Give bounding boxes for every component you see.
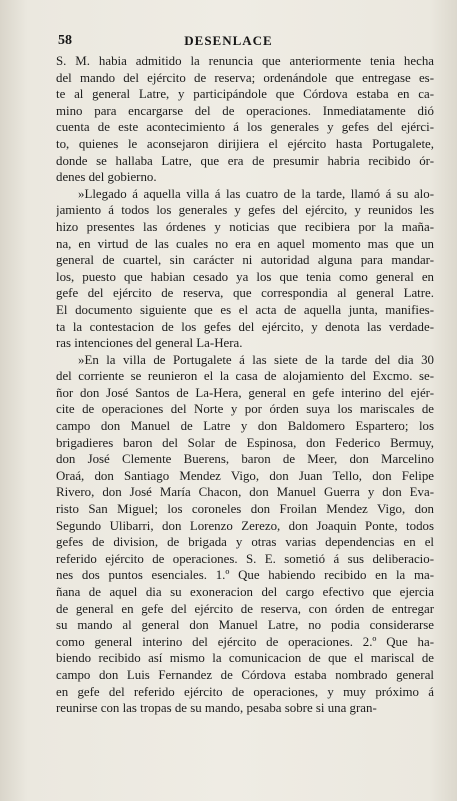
text-line: de general en gefe del ejército de reserva, con órden de entregar xyxy=(56,601,434,616)
text-line: »Llegado á aquella villa á las cuatro de la tarde, llamó á su alo- xyxy=(78,186,434,201)
text-line: Rivero, don José María Chacon, don Manuel Guerra y don Eva- xyxy=(56,485,434,500)
text-line: reunirse con las tropas de su mando, pesaba sobre si una gran- xyxy=(56,701,377,716)
text-line: ñor don José Santos de La-Hera, general en gefe interino del ejér- xyxy=(56,385,434,400)
text-line: S. M. habia admitido la renuncia que anteriormente tenia hecha xyxy=(56,54,434,68)
text-line: Segundo Ulibarri, don Lorenzo Zerezo, don Joaquin Ponte, todos xyxy=(56,518,434,533)
text-line: general de cuartel, sin carácter ni autoridad alguna para mandar- xyxy=(56,253,434,268)
text-line: como general interino del ejército de operaciones. 2.º Que ha- xyxy=(56,634,434,649)
text-line: su mando al general don Manuel Latre, no podia considerarse xyxy=(56,618,434,633)
text-line: ta la contestacion de los gefes del ejército, y denota las verdade- xyxy=(56,319,434,334)
text-line: en gefe del referido ejército de operaciones, y muy próximo á xyxy=(56,684,434,699)
text-line: mino para encargarse del de operaciones. Inmediatamente dió xyxy=(56,103,434,118)
paragraph xyxy=(56,352,434,717)
text-line: gefe del ejército de reserva, que correspondia al general Latre. xyxy=(56,286,434,301)
text-line: na, en virtud de las cuales no era en aquel momento mas que un xyxy=(56,236,434,251)
text-line: gefes de division, de brigada y otras varias dependencias en el xyxy=(56,535,434,550)
text-line: donde se hallaba Latre, que era de presumir habria recibido ór- xyxy=(56,153,434,168)
paragraph xyxy=(56,186,434,352)
text-line: del corriente se reunieron el la casa de alojamiento del Excmo. se- xyxy=(56,369,434,384)
paragraph xyxy=(56,53,434,186)
text-line: denes del gobierno. xyxy=(56,170,157,185)
text-line: campo don Manuel de Latre y don Baldomero Espartero; los xyxy=(56,419,434,434)
text-line: jamiento á todos los generales y gefes del ejército, y reunidos les xyxy=(56,203,434,218)
text-line: to, quienes le aconsejaron dirijiera el ejército hasta Portugalete, xyxy=(56,136,434,151)
text-line: cuenta de este acontecimiento á los generales y gefes del ejérci- xyxy=(56,120,434,135)
running-head: DESENLACE xyxy=(184,33,273,48)
text-line: brigadieres baron del Solar de Espinosa, don Federico Bermuy, xyxy=(56,435,434,450)
text-line: del mando del ejército de reserva; ordenándole que entregase es- xyxy=(56,70,434,85)
text-line: nes dos puntos esenciales. 1.º Que habiendo recibido en la ma- xyxy=(56,568,434,583)
text-line: cite de operaciones del Norte y por órden suya los mariscales de xyxy=(56,402,434,417)
text-line: risto San Miguel; los coroneles don Froilan Mendez Vigo, don xyxy=(56,502,434,517)
text-line: ras intenciones del general La-Hera. xyxy=(56,336,243,351)
text-line: campo don Luis Fernandez de Córdova estaba nombrado general xyxy=(56,667,434,682)
text-line: hizo presentes las órdenes y noticias que recibiera por la maña- xyxy=(56,219,434,234)
text-line: El documento siguiente que es el acta de aquella junta, manifies- xyxy=(56,302,434,317)
text-line: »En la villa de Portugalete á las siete de la tarde del dia 30 xyxy=(78,352,434,367)
text-line: Oraá, don Santiago Mendez Vigo, don Juan Tello, don Felipe xyxy=(56,468,434,483)
text-line: referido ejército de operaciones. S. E. sometió á sus deliberacio- xyxy=(56,551,434,566)
page-header xyxy=(0,33,457,49)
text-line: los, puesto que habian cesado ya los que tenia como general en xyxy=(56,269,434,284)
text-line: don José Clemente Buerens, baron de Meer, don Marcelino xyxy=(56,452,434,467)
text-line: ñana de aquel dia su exoneracion del cargo efectivo que ejercia xyxy=(56,585,434,599)
body-text xyxy=(56,53,434,717)
page-number: 58 xyxy=(58,33,72,48)
text-line: te al general Latre, y participándole que Córdova estaba en ca- xyxy=(56,87,434,102)
text-line: biendo recibido así mismo la comunicacion de que el mariscal de xyxy=(56,651,434,666)
